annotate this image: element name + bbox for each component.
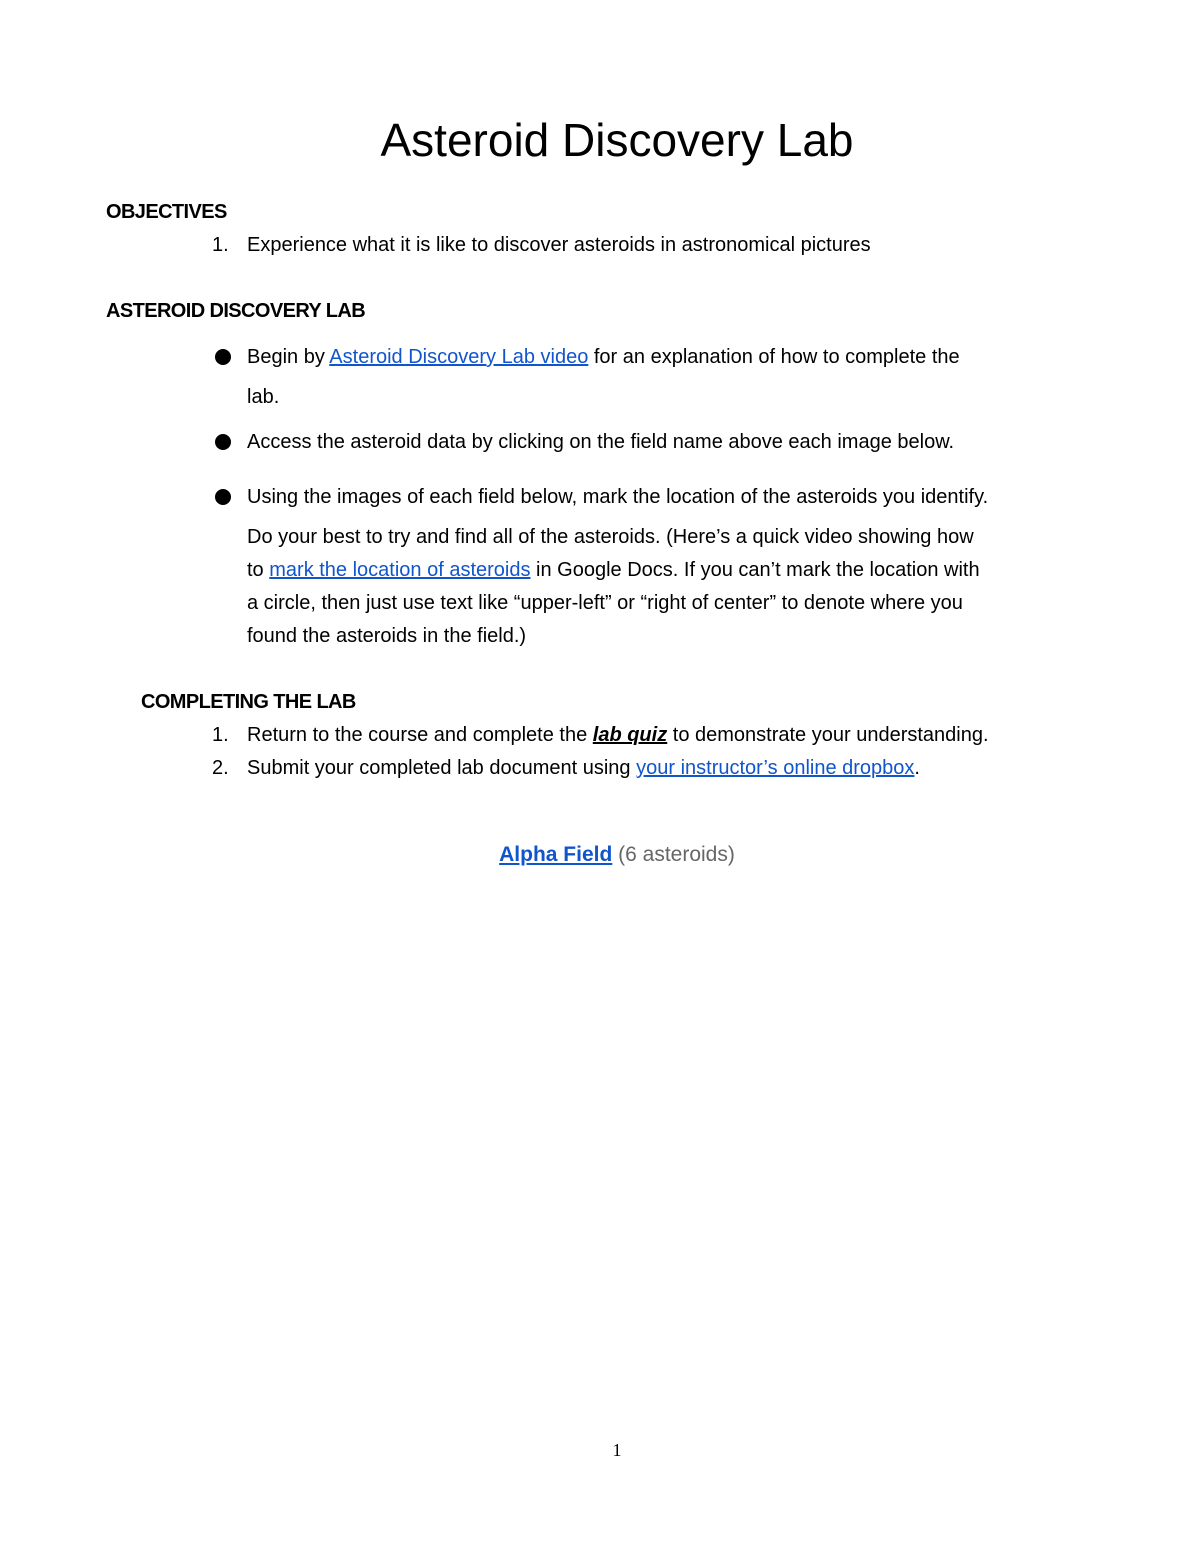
bullet-mark-asteroids-line3	[247, 558, 980, 582]
line3-text-after: in Google Docs. If you can’t mark the location with	[530, 559, 980, 581]
bullet-mark-asteroids-line5: found the asteroids in the field.)	[247, 625, 527, 647]
bullet-begin	[247, 345, 960, 369]
dropbox-link[interactable]: your instructor’s online dropbox	[636, 757, 915, 779]
objective-number: 1.	[212, 234, 229, 256]
completing-item-dropbox	[247, 756, 920, 780]
dropbox-text-after: .	[914, 757, 920, 779]
completing-heading: COMPLETING THE LAB	[141, 691, 356, 713]
completing-number-2: 2.	[212, 757, 229, 779]
bullet-access-data: Access the asteroid data by clicking on the field name above each image below.	[247, 431, 955, 453]
bullet-begin-continued: lab.	[247, 386, 280, 408]
bullet-marker	[215, 489, 231, 505]
completing-item-quiz	[247, 723, 989, 747]
dropbox-text-before: Submit your completed lab document using	[247, 757, 637, 779]
objective-text: Experience what it is like to discover asteroids in astronomical pictures	[247, 234, 871, 256]
bullet-mark-asteroids-line1: Using the images of each field below, mark the location of the asteroids you identify.	[247, 486, 989, 508]
lab-video-link[interactable]: Asteroid Discovery Lab video	[329, 346, 589, 368]
document-title: Asteroid Discovery Lab	[380, 114, 854, 166]
field-asteroid-count: (6 asteroids)	[612, 843, 735, 866]
quiz-text-after: to demonstrate your understanding.	[667, 724, 989, 746]
quiz-text-before: Return to the course and complete the	[247, 724, 593, 746]
mark-location-link[interactable]: mark the location of asteroids	[269, 559, 531, 581]
alpha-field-link[interactable]: Alpha Field	[499, 843, 613, 866]
bullet-marker	[215, 349, 231, 365]
bullet-mark-asteroids-line2: Do your best to try and find all of the asteroids. (Here’s a quick video showing how	[247, 526, 974, 548]
objectives-heading: OBJECTIVES	[106, 201, 227, 223]
completing-number-1: 1.	[212, 724, 229, 746]
lab-heading: ASTEROID DISCOVERY LAB	[106, 300, 366, 322]
lab-quiz-link[interactable]: lab quiz	[592, 724, 668, 746]
line3-text-before: to	[247, 559, 270, 581]
bullet-mark-asteroids-line4: a circle, then just use text like “upper-left” or “right of center” to denote where you	[247, 592, 963, 614]
bullet-begin-text: Begin by	[247, 346, 330, 368]
bullet-marker	[215, 434, 231, 450]
field-label	[0, 843, 1200, 867]
bullet-begin-text-after: for an explanation of how to complete the	[588, 346, 960, 368]
page-number: 1	[612, 1440, 622, 1460]
